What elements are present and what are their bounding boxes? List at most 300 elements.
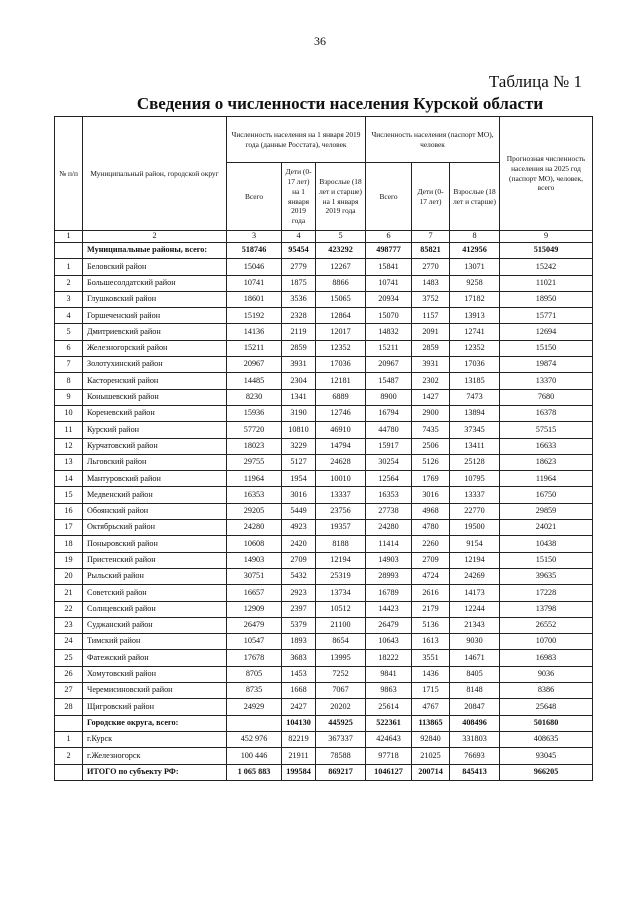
header-forecast: Прогнозная численность населения на 2025 год (паспорт МО), человек, всего [500,117,593,231]
adults-mo: 9154 [450,536,500,552]
header-district: Муниципальный район, городской округ [83,117,227,231]
children-mo: 2900 [412,405,450,421]
header-rosstat-group: Численность населения на 1 января 2019 года (данные Росстата), человек [227,117,366,163]
children-mo: 7435 [412,422,450,438]
column-number: 3 [227,231,282,243]
children-mo: 1613 [412,634,450,650]
adults-mo: 21343 [450,617,500,633]
table-row [55,340,593,356]
adults-rosstat: 25319 [316,568,366,584]
table-row [55,634,593,650]
row-number: 23 [55,617,83,633]
table-row [55,373,593,389]
table-row [55,699,593,715]
adults-rosstat: 13995 [316,650,366,666]
adults-mo: 845413 [450,764,500,780]
forecast-2025: 16750 [500,487,593,503]
adults-mo: 13337 [450,487,500,503]
children-mo: 2091 [412,324,450,340]
total-mo: 18222 [366,650,412,666]
column-number: 7 [412,231,450,243]
total-mo: 15211 [366,340,412,356]
adults-rosstat: 6889 [316,389,366,405]
adults-rosstat: 17036 [316,357,366,373]
table-row [55,520,593,536]
forecast-2025: 15150 [500,552,593,568]
district-name: Рыльский район [83,568,227,584]
children-rosstat: 1341 [282,389,316,405]
forecast-2025: 24021 [500,520,593,536]
total-rosstat: 24929 [227,699,282,715]
total-rosstat: 18601 [227,291,282,307]
children-rosstat: 2709 [282,552,316,568]
row-number: 26 [55,666,83,682]
total-mo: 25614 [366,699,412,715]
forecast-2025: 15150 [500,340,593,356]
children-mo: 1483 [412,275,450,291]
table-row [55,308,593,324]
forecast-2025: 8386 [500,683,593,699]
adults-rosstat: 8866 [316,275,366,291]
forecast-2025: 93045 [500,748,593,764]
adults-mo: 22770 [450,503,500,519]
table-row [55,731,593,747]
children-rosstat: 3190 [282,405,316,421]
adults-rosstat: 8654 [316,634,366,650]
children-mo: 3551 [412,650,450,666]
forecast-2025: 9036 [500,666,593,682]
adults-rosstat: 12746 [316,405,366,421]
forecast-2025: 16983 [500,650,593,666]
total-mo: 10741 [366,275,412,291]
children-rosstat: 5449 [282,503,316,519]
adults-mo: 13185 [450,373,500,389]
adults-rosstat: 10512 [316,601,366,617]
total-rosstat: 15192 [227,308,282,324]
children-rosstat: 1668 [282,683,316,699]
total-rosstat: 24280 [227,520,282,536]
adults-mo: 8148 [450,683,500,699]
total-mo: 16794 [366,405,412,421]
total-rosstat: 1 065 883 [227,764,282,780]
district-name: Курский район [83,422,227,438]
children-mo: 2709 [412,552,450,568]
header-mo-group: Численность населения (паспорт МО), человек [366,117,500,163]
adults-mo: 17182 [450,291,500,307]
total-mo: 16353 [366,487,412,503]
district-name: Обоянский район [83,503,227,519]
total-rosstat: 518746 [227,243,282,259]
district-name: Советский район [83,585,227,601]
adults-mo: 12194 [450,552,500,568]
row-number: 19 [55,552,83,568]
row-number: 27 [55,683,83,699]
adults-mo: 20847 [450,699,500,715]
total-rosstat: 10608 [227,536,282,552]
adults-rosstat: 46910 [316,422,366,438]
total-rosstat: 100 446 [227,748,282,764]
children-mo: 200714 [412,764,450,780]
row-number: 15 [55,487,83,503]
adults-rosstat: 8188 [316,536,366,552]
district-name: Черемисиновский район [83,683,227,699]
forecast-2025: 16378 [500,405,593,421]
table-row [55,259,593,275]
adults-rosstat: 7067 [316,683,366,699]
row-number: 11 [55,422,83,438]
table-row [55,568,593,584]
table-row [55,324,593,340]
district-name: Муниципальные районы, всего: [83,243,227,259]
total-mo: 15487 [366,373,412,389]
district-name: Льговский район [83,454,227,470]
forecast-2025: 966205 [500,764,593,780]
total-rosstat: 30751 [227,568,282,584]
children-rosstat: 2397 [282,601,316,617]
adults-rosstat: 12864 [316,308,366,324]
children-rosstat: 2923 [282,585,316,601]
total-mo: 97718 [366,748,412,764]
district-name: Медвенский район [83,487,227,503]
district-name: г.Железногорск [83,748,227,764]
header-children-rosstat: Дети (0-17 лет) на 1 января 2019 года [282,163,316,231]
total-rosstat: 14485 [227,373,282,389]
table-row [55,422,593,438]
district-name: Суджанский район [83,617,227,633]
total-mo: 44780 [366,422,412,438]
table-row [55,536,593,552]
row-number [55,715,83,731]
district-name: Хомутовский район [83,666,227,682]
children-mo: 4767 [412,699,450,715]
adults-mo: 13071 [450,259,500,275]
total-mo: 14903 [366,552,412,568]
page-number: 36 [314,34,326,48]
children-rosstat: 82219 [282,731,316,747]
column-number: 4 [282,231,316,243]
children-rosstat: 1893 [282,634,316,650]
children-mo: 1769 [412,471,450,487]
table-row [55,503,593,519]
total-mo: 15917 [366,438,412,454]
forecast-2025: 12694 [500,324,593,340]
children-mo: 2506 [412,438,450,454]
header-adults-mo: Взрослые (18 лет и старше) [450,163,500,231]
total-mo: 30254 [366,454,412,470]
row-number: 8 [55,373,83,389]
children-mo: 5126 [412,454,450,470]
adults-rosstat: 445925 [316,715,366,731]
total-rosstat: 29755 [227,454,282,470]
adults-rosstat: 19357 [316,520,366,536]
adults-rosstat: 23756 [316,503,366,519]
children-rosstat: 2779 [282,259,316,275]
adults-rosstat: 13734 [316,585,366,601]
district-name: Городские округа, всего: [83,715,227,731]
total-mo: 15070 [366,308,412,324]
total-mo: 15841 [366,259,412,275]
adults-mo: 12352 [450,340,500,356]
header-total-rosstat: Всего [227,163,282,231]
table-row [55,275,593,291]
row-number: 12 [55,438,83,454]
row-number: 24 [55,634,83,650]
column-number: 6 [366,231,412,243]
children-rosstat: 95454 [282,243,316,259]
children-rosstat: 21911 [282,748,316,764]
children-rosstat: 4923 [282,520,316,536]
row-number: 17 [55,520,83,536]
total-rosstat [227,715,282,731]
children-mo: 1436 [412,666,450,682]
total-rosstat: 10741 [227,275,282,291]
forecast-2025: 18623 [500,454,593,470]
total-rosstat: 29205 [227,503,282,519]
table-row [55,585,593,601]
row-number: 20 [55,568,83,584]
adults-rosstat: 12017 [316,324,366,340]
adults-rosstat: 423292 [316,243,366,259]
adults-mo: 25128 [450,454,500,470]
adults-rosstat: 12181 [316,373,366,389]
children-rosstat: 2328 [282,308,316,324]
children-rosstat: 3931 [282,357,316,373]
district-name: Дмитриевский район [83,324,227,340]
adults-mo: 13894 [450,405,500,421]
adults-mo: 9030 [450,634,500,650]
children-mo: 85821 [412,243,450,259]
district-name: Касторенский район [83,373,227,389]
adults-mo: 19500 [450,520,500,536]
district-name: Конышевский район [83,389,227,405]
children-rosstat: 10810 [282,422,316,438]
children-rosstat: 5379 [282,617,316,633]
table-header [55,117,593,243]
table-row [55,487,593,503]
total-rosstat: 16353 [227,487,282,503]
total-rosstat: 20967 [227,357,282,373]
total-mo: 522361 [366,715,412,731]
district-name: Кореневский район [83,405,227,421]
forecast-2025: 57515 [500,422,593,438]
header-children-mo: Дети (0-17 лет) [412,163,450,231]
children-rosstat: 2427 [282,699,316,715]
children-mo: 21025 [412,748,450,764]
district-name: Глушковский район [83,291,227,307]
adults-rosstat: 78588 [316,748,366,764]
total-mo: 12564 [366,471,412,487]
total-rosstat: 15936 [227,405,282,421]
total-mo: 10643 [366,634,412,650]
total-rosstat: 14136 [227,324,282,340]
adults-rosstat: 13337 [316,487,366,503]
total-mo: 20967 [366,357,412,373]
total-rosstat: 10547 [227,634,282,650]
children-rosstat: 2859 [282,340,316,356]
table-body [55,243,593,781]
forecast-2025: 15242 [500,259,593,275]
total-mo: 14423 [366,601,412,617]
children-rosstat: 2304 [282,373,316,389]
row-number: 25 [55,650,83,666]
district-name: Пристенский район [83,552,227,568]
adults-mo: 331803 [450,731,500,747]
total-mo: 424643 [366,731,412,747]
adults-mo: 12244 [450,601,500,617]
column-number: 8 [450,231,500,243]
total-mo: 8900 [366,389,412,405]
district-name: Большесолдатский район [83,275,227,291]
children-mo: 2179 [412,601,450,617]
total-rosstat: 18023 [227,438,282,454]
row-number: 10 [55,405,83,421]
children-mo: 113865 [412,715,450,731]
total-mo: 27738 [366,503,412,519]
adults-mo: 14173 [450,585,500,601]
header-num: № п/п [55,117,83,231]
total-mo: 9863 [366,683,412,699]
adults-rosstat: 21100 [316,617,366,633]
adults-mo: 24269 [450,568,500,584]
forecast-2025: 10438 [500,536,593,552]
district-name: ИТОГО по субъекту РФ: [83,764,227,780]
total-mo: 24280 [366,520,412,536]
adults-mo: 37345 [450,422,500,438]
adults-mo: 12741 [450,324,500,340]
children-mo: 2859 [412,340,450,356]
table-row [55,454,593,470]
adults-rosstat: 12352 [316,340,366,356]
children-rosstat: 199584 [282,764,316,780]
row-number: 1 [55,731,83,747]
total-mo: 16789 [366,585,412,601]
row-number: 13 [55,454,83,470]
row-number: 2 [55,748,83,764]
column-number: 1 [55,231,83,243]
children-mo: 2302 [412,373,450,389]
district-name: Золотухинский район [83,357,227,373]
header-total-mo: Всего [366,163,412,231]
adults-rosstat: 15065 [316,291,366,307]
children-rosstat: 104130 [282,715,316,731]
children-mo: 2616 [412,585,450,601]
forecast-2025: 408635 [500,731,593,747]
column-number: 9 [500,231,593,243]
table-row [55,357,593,373]
row-number: 4 [55,308,83,324]
total-rosstat: 8230 [227,389,282,405]
adults-rosstat: 10010 [316,471,366,487]
table-label: Таблица № 1 [488,72,582,91]
row-number: 18 [55,536,83,552]
forecast-2025: 17228 [500,585,593,601]
table-row [55,389,593,405]
children-rosstat: 3016 [282,487,316,503]
children-mo: 1427 [412,389,450,405]
forecast-2025: 11964 [500,471,593,487]
district-name: Беловский район [83,259,227,275]
table-row [55,748,593,764]
forecast-2025: 11021 [500,275,593,291]
forecast-2025: 7680 [500,389,593,405]
children-mo: 3752 [412,291,450,307]
forecast-2025: 16633 [500,438,593,454]
total-rosstat: 15046 [227,259,282,275]
total-rosstat: 11964 [227,471,282,487]
total-rosstat: 57720 [227,422,282,438]
forecast-2025: 515049 [500,243,593,259]
children-rosstat: 3536 [282,291,316,307]
table-row [55,617,593,633]
district-name: Щигровский район [83,699,227,715]
total-rosstat: 14903 [227,552,282,568]
row-number: 22 [55,601,83,617]
children-rosstat: 3229 [282,438,316,454]
row-number: 5 [55,324,83,340]
adults-mo: 17036 [450,357,500,373]
total-mo: 20934 [366,291,412,307]
children-mo: 4968 [412,503,450,519]
row-number [55,243,83,259]
table-row [55,666,593,682]
adults-mo: 13411 [450,438,500,454]
adults-rosstat: 12267 [316,259,366,275]
adults-mo: 13913 [450,308,500,324]
forecast-2025: 13798 [500,601,593,617]
adults-mo: 8405 [450,666,500,682]
table-row [55,650,593,666]
summary-row [55,764,593,780]
district-name: Мантуровский район [83,471,227,487]
summary-row [55,243,593,259]
row-number: 3 [55,291,83,307]
table-row [55,601,593,617]
children-rosstat: 3683 [282,650,316,666]
total-rosstat: 26479 [227,617,282,633]
adults-rosstat: 12194 [316,552,366,568]
adults-mo: 408496 [450,715,500,731]
children-rosstat: 5127 [282,454,316,470]
total-mo: 1046127 [366,764,412,780]
forecast-2025: 29859 [500,503,593,519]
table-row [55,552,593,568]
district-name: Железногорский район [83,340,227,356]
total-mo: 9841 [366,666,412,682]
row-number: 7 [55,357,83,373]
district-name: Тимский район [83,634,227,650]
total-mo: 11414 [366,536,412,552]
forecast-2025: 13370 [500,373,593,389]
district-name: Фатежский район [83,650,227,666]
forecast-2025: 19874 [500,357,593,373]
row-number [55,764,83,780]
children-rosstat: 5432 [282,568,316,584]
table-row [55,405,593,421]
adults-rosstat: 367337 [316,731,366,747]
forecast-2025: 18950 [500,291,593,307]
adults-mo: 412956 [450,243,500,259]
children-mo: 1715 [412,683,450,699]
row-number: 21 [55,585,83,601]
total-rosstat: 8735 [227,683,282,699]
adults-rosstat: 7252 [316,666,366,682]
children-mo: 3016 [412,487,450,503]
total-mo: 498777 [366,243,412,259]
adults-mo: 14671 [450,650,500,666]
children-mo: 2770 [412,259,450,275]
row-number: 16 [55,503,83,519]
children-mo: 5136 [412,617,450,633]
